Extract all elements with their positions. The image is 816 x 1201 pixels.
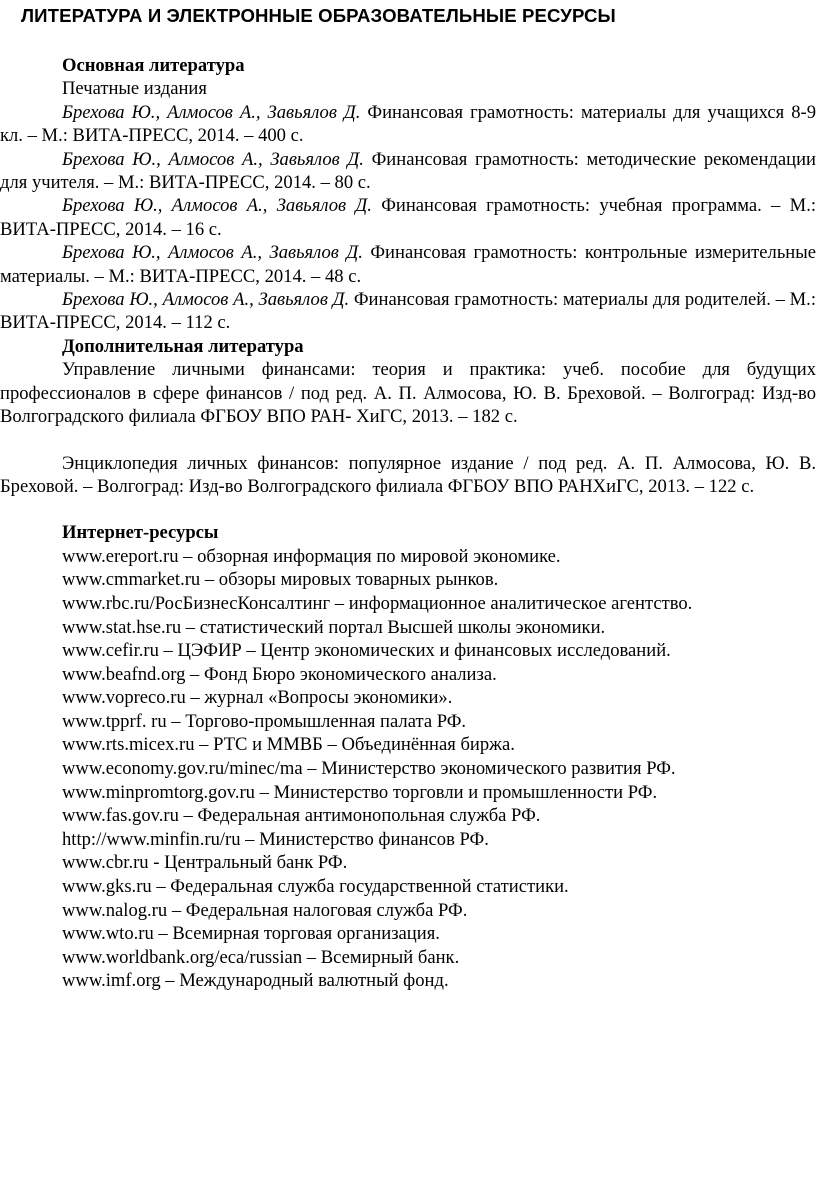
internet-resources-list [0, 545, 816, 993]
entry-text: Финансовая грамотность: материалы для родителей. – М.: ВИТА-ПРЕСС, 2014. – 112 с. [0, 289, 816, 334]
entry-text: Финансовая грамотность: контрольные измерительные материалы. – М.: ВИТА-ПРЕСС, 2014. – 48 с. [0, 242, 816, 287]
entry-authors: Брехова Ю., Алмосов А., Завьялов Д. [62, 195, 372, 217]
resource-item: www.beafnd.org – Фонд Бюро экономического анализа. [62, 663, 497, 685]
resource-item: www.wto.ru – Всемирная торговая организация. [62, 923, 440, 945]
entry-authors: Брехова Ю., Алмосов А., Завьялов Д. [62, 289, 350, 311]
resource-item: www.cmmarket.ru – обзоры мировых товарных рынков. [62, 569, 499, 591]
entry-authors: Брехова Ю., Алмосов А., Завьялов Д. [62, 242, 363, 264]
main-literature-entry [0, 101, 816, 148]
entry-text: Финансовая грамотность: учебная программа. – М.: ВИТА-ПРЕСС, 2014. – 16 с. [0, 195, 816, 240]
additional-literature-entry: Энциклопедия личных финансов: популярное издание / под ред. А. П. Алмосова, Ю. В. Бреховой. – Волгоград: Изд-во Волгоградского филиала ФГБОУ ВПО РАНХиГС, 2013. – 122 с. [0, 452, 816, 497]
internet-resources-heading: Интернет-ресурсы [62, 522, 219, 544]
main-literature-entry [0, 288, 816, 335]
resource-item: www.cefir.ru – ЦЭФИР – Центр экономических и финансовых исследований. [62, 640, 671, 662]
main-literature-entry [0, 241, 816, 288]
main-literature-entry [0, 148, 816, 195]
additional-literature-heading: Дополнительная литература [62, 335, 304, 357]
resource-item: www.cbr.ru - Центральный банк РФ. [62, 852, 348, 874]
resource-item: http://www.minfin.ru/ru – Министерство финансов РФ. [62, 828, 489, 850]
entry-text: Финансовая грамотность: материалы для учащихся 8-9 кл. – М.: ВИТА-ПРЕСС, 2014. – 400 с. [0, 101, 816, 147]
main-literature-list [0, 101, 816, 335]
resource-item: www.rbc.ru/РосБизнесКонсалтинг – информационное аналитическое агентство. [62, 592, 693, 614]
resource-item: www.worldbank.org/eca/russian – Всемирный банк. [62, 946, 460, 968]
resource-item: www.ereport.ru – обзорная информация по мировой экономике. [62, 545, 561, 567]
spacer [0, 498, 816, 521]
resource-item: www.nalog.ru – Федеральная налоговая служба РФ. [62, 899, 468, 921]
entry-authors: Брехова Ю., Алмосов А., Завьялов Д. [62, 101, 361, 123]
page-title: ЛИТЕРАТУРА И ЭЛЕКТРОННЫЕ ОБРАЗОВАТЕЛЬНЫЕ РЕСУРСЫ [21, 5, 616, 26]
document-body [0, 54, 816, 993]
resource-item: www.vopreco.ru – журнал «Вопросы экономики». [62, 687, 453, 709]
printed-editions-subheading: Печатные издания [62, 78, 207, 100]
entry-authors: Брехова Ю., Алмосов А., Завьялов Д. [62, 148, 364, 170]
resource-item: www.economy.gov.ru/minec/ma – Министерство экономического развития РФ. [62, 758, 676, 780]
resource-item: www.fas.gov.ru – Федеральная антимонопольная служба РФ. [62, 805, 541, 827]
resource-item: www.stat.hse.ru – статистический портал Высшей школы экономики. [62, 616, 606, 638]
resource-item: www.imf.org – Международный валютный фонд. [62, 970, 449, 992]
main-literature-heading: Основная литература [62, 55, 245, 76]
resource-item: www.minpromtorg.gov.ru – Министерство торговли и промышленности РФ. [62, 781, 658, 803]
spacer [0, 429, 816, 452]
main-literature-entry [0, 194, 816, 241]
resource-item: www.gks.ru – Федеральная служба государственной статистики. [62, 876, 569, 898]
entry-text: Финансовая грамотность: методические рекомендации для учителя. – М.: ВИТА-ПРЕСС, 2014. – 80 с. [0, 148, 816, 194]
resource-item: www.rts.micex.ru – РТС и ММВБ – Объединённая биржа. [62, 734, 515, 756]
additional-literature-entry: Управление личными финансами: теория и практика: учеб. пособие для будущих профессионалов в сфере финансов / под ред. А. П. Алмосова, Ю. В. Бреховой. – Волгоград: Изд-во Волгоградского филиала ФГБОУ ВПО РАН- ХиГС, 2013. – 182 с. [0, 359, 816, 428]
resource-item: www.tpprf. ru – Торгово-промышленная палата РФ. [62, 710, 467, 732]
